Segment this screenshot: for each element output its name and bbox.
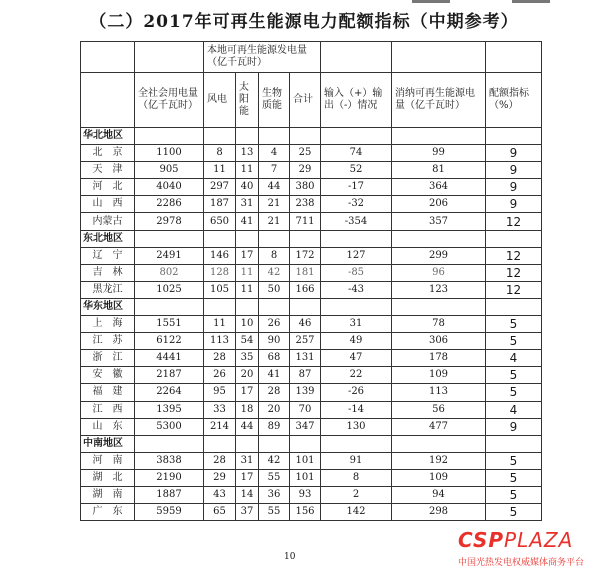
wind-cell: 11 — [204, 162, 236, 179]
table-row — [81, 247, 542, 264]
biomass-cell: 42 — [259, 452, 290, 469]
subtotal-cell: 139 — [290, 384, 321, 401]
header-local-generation: 本地可再生能源发电量（亿千瓦时） — [204, 42, 321, 73]
watermark-subtitle: 中国光热发电权威媒体商务平台 — [458, 558, 585, 568]
net-flow-cell: -32 — [321, 196, 392, 213]
province-cell: 天 津 — [81, 162, 135, 179]
province-cell: 黑龙江 — [81, 281, 135, 298]
solar-cell: 40 — [236, 179, 259, 196]
province-cell: 吉 林 — [81, 264, 135, 281]
biomass-cell: 7 — [259, 162, 290, 179]
net-flow-cell: 130 — [321, 418, 392, 435]
province-cell: 辽 宁 — [81, 247, 135, 264]
empty-cell — [204, 128, 236, 145]
net-flow-cell: -85 — [321, 264, 392, 281]
solar-cell: 41 — [236, 213, 259, 230]
province-cell: 山 西 — [81, 196, 135, 213]
empty-cell — [236, 435, 259, 452]
empty-cell — [486, 298, 542, 315]
solar-cell: 17 — [236, 469, 259, 486]
biomass-cell: 41 — [259, 367, 290, 384]
solar-cell: 11 — [236, 281, 259, 298]
absorbed-cell: 298 — [392, 504, 486, 521]
total-consumption-cell: 2264 — [135, 384, 204, 401]
quota-table — [80, 41, 542, 521]
table-row — [81, 350, 542, 367]
net-flow-cell: -17 — [321, 179, 392, 196]
province-cell: 北 京 — [81, 145, 135, 162]
table-row — [81, 401, 542, 418]
net-flow-cell: 8 — [321, 469, 392, 486]
total-consumption-cell: 5959 — [135, 504, 204, 521]
quota-cell: 9 — [486, 196, 542, 213]
total-consumption-cell: 1551 — [135, 316, 204, 333]
solar-cell: 17 — [236, 247, 259, 264]
province-cell: 广 东 — [81, 504, 135, 521]
province-cell: 内蒙古 — [81, 213, 135, 230]
biomass-cell: 8 — [259, 247, 290, 264]
subtotal-cell: 380 — [290, 179, 321, 196]
table-row — [81, 486, 542, 503]
empty-cell — [321, 435, 392, 452]
wind-cell: 28 — [204, 350, 236, 367]
biomass-cell: 26 — [259, 316, 290, 333]
quota-cell: 4 — [486, 350, 542, 367]
quota-cell: 5 — [486, 384, 542, 401]
quota-cell: 5 — [486, 367, 542, 384]
province-cell: 湖 南 — [81, 486, 135, 503]
net-flow-cell: 49 — [321, 333, 392, 350]
table-row — [81, 264, 542, 281]
wind-cell: 650 — [204, 213, 236, 230]
empty-cell — [259, 435, 290, 452]
empty-cell — [290, 230, 321, 247]
solar-cell: 54 — [236, 333, 259, 350]
solar-cell: 37 — [236, 504, 259, 521]
table-row — [81, 504, 542, 521]
wind-cell: 105 — [204, 281, 236, 298]
province-cell: 山 东 — [81, 418, 135, 435]
wind-cell: 128 — [204, 264, 236, 281]
absorbed-cell: 364 — [392, 179, 486, 196]
region-label: 华东地区 — [81, 298, 135, 315]
province-cell: 河 南 — [81, 452, 135, 469]
empty-cell — [392, 230, 486, 247]
empty-cell — [204, 298, 236, 315]
net-flow-cell: 91 — [321, 452, 392, 469]
solar-cell: 31 — [236, 452, 259, 469]
net-flow-cell: -14 — [321, 401, 392, 418]
empty-cell — [392, 435, 486, 452]
biomass-cell: 44 — [259, 179, 290, 196]
biomass-cell: 55 — [259, 469, 290, 486]
total-consumption-cell: 2190 — [135, 469, 204, 486]
table-row — [81, 213, 542, 230]
biomass-cell: 68 — [259, 350, 290, 367]
wind-cell: 187 — [204, 196, 236, 213]
province-cell: 上 海 — [81, 316, 135, 333]
province-cell: 湖 北 — [81, 469, 135, 486]
header-wind: 风电 — [204, 73, 236, 128]
net-flow-cell: 31 — [321, 316, 392, 333]
watermark-logo-rest: PLAZA — [504, 528, 574, 552]
empty-cell — [135, 128, 204, 145]
total-consumption-cell: 3838 — [135, 452, 204, 469]
total-consumption-cell: 5300 — [135, 418, 204, 435]
empty-cell — [135, 298, 204, 315]
subtotal-cell: 156 — [290, 504, 321, 521]
solar-cell: 11 — [236, 162, 259, 179]
net-flow-cell: -354 — [321, 213, 392, 230]
table-row — [81, 281, 542, 298]
table-row — [81, 367, 542, 384]
solar-cell: 10 — [236, 316, 259, 333]
subtotal-cell: 347 — [290, 418, 321, 435]
empty-cell — [236, 298, 259, 315]
header-cell — [135, 42, 204, 73]
quota-cell: 9 — [486, 418, 542, 435]
region-row — [81, 230, 542, 247]
solar-cell: 14 — [236, 486, 259, 503]
empty-cell — [236, 230, 259, 247]
region-row — [81, 298, 542, 315]
header-cell — [392, 42, 486, 73]
header-solar: 太阳能 — [236, 73, 259, 128]
empty-cell — [486, 230, 542, 247]
solar-cell: 31 — [236, 196, 259, 213]
table-row — [81, 452, 542, 469]
solar-cell: 44 — [236, 418, 259, 435]
biomass-cell: 28 — [259, 384, 290, 401]
wind-cell: 29 — [204, 469, 236, 486]
empty-cell — [204, 435, 236, 452]
subtotal-cell: 711 — [290, 213, 321, 230]
quota-cell: 5 — [486, 504, 542, 521]
quota-cell: 5 — [486, 452, 542, 469]
table-row — [81, 333, 542, 350]
quota-cell: 9 — [486, 145, 542, 162]
quota-cell: 5 — [486, 333, 542, 350]
biomass-cell: 89 — [259, 418, 290, 435]
empty-cell — [236, 128, 259, 145]
subtotal-cell: 131 — [290, 350, 321, 367]
region-label: 中南地区 — [81, 435, 135, 452]
absorbed-cell: 99 — [392, 145, 486, 162]
net-flow-cell: 74 — [321, 145, 392, 162]
biomass-cell: 36 — [259, 486, 290, 503]
biomass-cell: 90 — [259, 333, 290, 350]
empty-cell — [204, 230, 236, 247]
header-cell — [321, 42, 392, 73]
absorbed-cell: 192 — [392, 452, 486, 469]
quota-cell: 5 — [486, 486, 542, 503]
watermark-logo-main: CSP — [458, 528, 505, 552]
absorbed-cell: 78 — [392, 316, 486, 333]
wind-cell: 33 — [204, 401, 236, 418]
page-title: （二）2017年可再生能源电力配额指标（中期参考） — [89, 12, 519, 32]
solar-cell: 11 — [236, 264, 259, 281]
header-row-columns — [81, 73, 542, 128]
subtotal-cell: 46 — [290, 316, 321, 333]
empty-cell — [321, 128, 392, 145]
watermark-logo — [458, 529, 608, 576]
wind-cell: 65 — [204, 504, 236, 521]
subtotal-cell: 257 — [290, 333, 321, 350]
quota-cell: 9 — [486, 162, 542, 179]
total-consumption-cell: 2491 — [135, 247, 204, 264]
total-consumption-cell: 1395 — [135, 401, 204, 418]
subtotal-cell: 172 — [290, 247, 321, 264]
wind-cell: 113 — [204, 333, 236, 350]
empty-cell — [259, 298, 290, 315]
wind-cell: 95 — [204, 384, 236, 401]
absorbed-cell: 109 — [392, 469, 486, 486]
header-cell — [486, 42, 542, 73]
empty-cell — [290, 298, 321, 315]
subtotal-cell: 101 — [290, 469, 321, 486]
province-cell: 浙 江 — [81, 350, 135, 367]
total-consumption-cell: 1100 — [135, 145, 204, 162]
solar-cell: 35 — [236, 350, 259, 367]
empty-cell — [135, 230, 204, 247]
quota-cell: 4 — [486, 401, 542, 418]
quota-cell: 12 — [486, 281, 542, 298]
total-consumption-cell: 1025 — [135, 281, 204, 298]
absorbed-cell: 306 — [392, 333, 486, 350]
region-row — [81, 128, 542, 145]
absorbed-cell: 56 — [392, 401, 486, 418]
region-label: 东北地区 — [81, 230, 135, 247]
subtotal-cell: 181 — [290, 264, 321, 281]
total-consumption-cell: 1887 — [135, 486, 204, 503]
absorbed-cell: 96 — [392, 264, 486, 281]
net-flow-cell: 22 — [321, 367, 392, 384]
subtotal-cell: 29 — [290, 162, 321, 179]
biomass-cell: 42 — [259, 264, 290, 281]
quota-cell: 5 — [486, 316, 542, 333]
biomass-cell: 4 — [259, 145, 290, 162]
total-consumption-cell: 4040 — [135, 179, 204, 196]
subtotal-cell: 70 — [290, 401, 321, 418]
subtotal-cell: 166 — [290, 281, 321, 298]
subtotal-cell: 87 — [290, 367, 321, 384]
province-cell: 安 徽 — [81, 367, 135, 384]
empty-cell — [392, 298, 486, 315]
header-total-consumption: 全社会用电量（亿千瓦时） — [135, 73, 204, 128]
absorbed-cell: 357 — [392, 213, 486, 230]
empty-cell — [259, 128, 290, 145]
absorbed-cell: 178 — [392, 350, 486, 367]
table-row — [81, 179, 542, 196]
subtotal-cell: 25 — [290, 145, 321, 162]
total-consumption-cell: 2187 — [135, 367, 204, 384]
empty-cell — [135, 435, 204, 452]
page-number: 10 — [284, 552, 296, 562]
header-net-flow: 输入（+）输出（-）情况 — [321, 73, 392, 128]
empty-cell — [321, 230, 392, 247]
table-row — [81, 162, 542, 179]
header-subtotal: 合计 — [290, 73, 321, 128]
net-flow-cell: 127 — [321, 247, 392, 264]
net-flow-cell: -43 — [321, 281, 392, 298]
wind-cell: 8 — [204, 145, 236, 162]
absorbed-cell: 81 — [392, 162, 486, 179]
total-consumption-cell: 6122 — [135, 333, 204, 350]
wind-cell: 297 — [204, 179, 236, 196]
empty-cell — [290, 128, 321, 145]
absorbed-cell: 113 — [392, 384, 486, 401]
header-absorbed: 消纳可再生能源电量（亿千瓦时） — [392, 73, 486, 128]
quota-cell: 12 — [486, 264, 542, 281]
top-edge-fragment — [412, 0, 552, 4]
biomass-cell: 21 — [259, 196, 290, 213]
biomass-cell: 20 — [259, 401, 290, 418]
absorbed-cell: 123 — [392, 281, 486, 298]
solar-cell: 20 — [236, 367, 259, 384]
province-cell: 江 西 — [81, 401, 135, 418]
wind-cell: 28 — [204, 452, 236, 469]
biomass-cell: 50 — [259, 281, 290, 298]
wind-cell: 11 — [204, 316, 236, 333]
wind-cell: 26 — [204, 367, 236, 384]
absorbed-cell: 299 — [392, 247, 486, 264]
subtotal-cell: 93 — [290, 486, 321, 503]
net-flow-cell: 52 — [321, 162, 392, 179]
table-row — [81, 316, 542, 333]
empty-cell — [392, 128, 486, 145]
absorbed-cell: 94 — [392, 486, 486, 503]
subtotal-cell: 101 — [290, 452, 321, 469]
table-row — [81, 196, 542, 213]
empty-cell — [486, 435, 542, 452]
total-consumption-cell: 905 — [135, 162, 204, 179]
header-biomass: 生物质能 — [259, 73, 290, 128]
total-consumption-cell: 2286 — [135, 196, 204, 213]
header-quota: 配额指标（%） — [486, 73, 542, 128]
biomass-cell: 55 — [259, 504, 290, 521]
net-flow-cell: 142 — [321, 504, 392, 521]
net-flow-cell: 2 — [321, 486, 392, 503]
net-flow-cell: 47 — [321, 350, 392, 367]
empty-cell — [290, 435, 321, 452]
absorbed-cell: 477 — [392, 418, 486, 435]
region-row — [81, 435, 542, 452]
quota-cell: 12 — [486, 247, 542, 264]
quota-cell: 12 — [486, 213, 542, 230]
total-consumption-cell: 4441 — [135, 350, 204, 367]
header-cell — [81, 73, 135, 128]
absorbed-cell: 109 — [392, 367, 486, 384]
province-cell: 江 苏 — [81, 333, 135, 350]
wind-cell: 43 — [204, 486, 236, 503]
solar-cell: 18 — [236, 401, 259, 418]
province-cell: 福 建 — [81, 384, 135, 401]
header-row-group — [81, 42, 542, 73]
table-row — [81, 418, 542, 435]
subtotal-cell: 238 — [290, 196, 321, 213]
net-flow-cell: -26 — [321, 384, 392, 401]
biomass-cell: 21 — [259, 213, 290, 230]
absorbed-cell: 206 — [392, 196, 486, 213]
empty-cell — [321, 298, 392, 315]
corner-cell — [81, 42, 135, 73]
quota-cell: 9 — [486, 179, 542, 196]
solar-cell: 13 — [236, 145, 259, 162]
wind-cell: 146 — [204, 247, 236, 264]
total-consumption-cell: 802 — [135, 264, 204, 281]
solar-cell: 17 — [236, 384, 259, 401]
total-consumption-cell: 2978 — [135, 213, 204, 230]
table-row — [81, 469, 542, 486]
region-label: 华北地区 — [81, 128, 135, 145]
wind-cell: 214 — [204, 418, 236, 435]
watermark-wordmark — [458, 529, 608, 551]
province-cell: 河 北 — [81, 179, 135, 196]
quota-cell: 5 — [486, 469, 542, 486]
table-row — [81, 145, 542, 162]
table-row — [81, 384, 542, 401]
empty-cell — [486, 128, 542, 145]
empty-cell — [259, 230, 290, 247]
